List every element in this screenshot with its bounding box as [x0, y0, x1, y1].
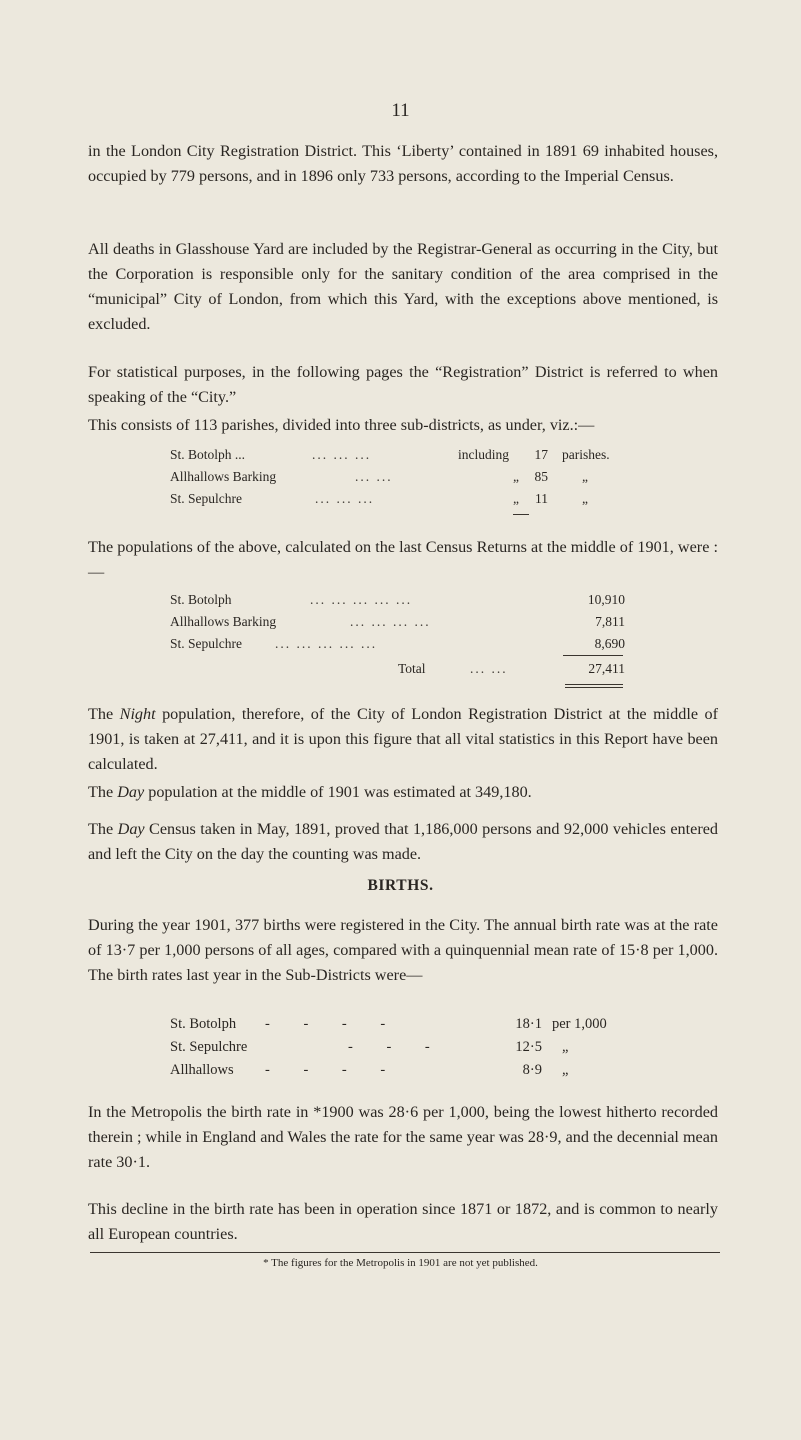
births-heading: BIRTHS.: [367, 877, 434, 894]
parish-prefix: „: [513, 469, 519, 484]
table-row: [170, 1059, 650, 1082]
subdistrict-name: Allhallows: [170, 1062, 234, 1078]
birth-rate-unit: „: [562, 1039, 569, 1055]
paragraph-births: During the year 1901, 377 births were registered in the City. The annual birth rate was at the rate of 13·7 per 1,000 persons of all ages, compared with a quinquennial mean rate of 15·8 per 1,000. The birth rates last year in the Sub-Districts were—: [88, 916, 718, 984]
population-value: 7,811: [595, 614, 625, 629]
paragraph-liberty: in the London City Registration District. This ‘Liberty’ contained in 1891 69 inhabited houses, occupied by 779 persons, and in 1896 only 733 persons, according to the Imperial Census.: [88, 142, 718, 185]
leader-dots: ... ... ... ...: [350, 614, 431, 629]
subdistrict-name: St. Botolph: [170, 1016, 237, 1032]
birth-rate-unit: per 1,000: [552, 1016, 607, 1032]
leader-dashes: - - - -: [265, 1062, 386, 1078]
paragraph-registration-district: For statistical purposes, in the following pages the “Registration” District is referred to when speaking of the “City.”: [88, 363, 718, 406]
parish-unit: parishes.: [562, 447, 610, 462]
parish-unit: „: [582, 491, 588, 506]
paragraph-day-census: [88, 817, 718, 867]
parishes-table: [170, 444, 650, 510]
paragraph-metropolis: In the Metropolis the birth rate in *1900 was 28·6 per 1,000, being the lowest hitherto recorded therein ; while in England and Wales the rate for the same year was 28·9, and the decennial mean rate 30·1.: [88, 1103, 718, 1171]
paragraph-night-population: [88, 702, 718, 777]
subdistrict-name: St. Sepulchre: [170, 636, 242, 651]
table-row: [170, 611, 630, 633]
italic-day: Day: [117, 820, 145, 838]
italic-day: Day: [117, 783, 145, 801]
parish-count: 85: [534, 469, 548, 484]
birth-rates-table: [170, 1013, 650, 1082]
paragraph-day-population: [88, 780, 718, 805]
table-row: [170, 589, 630, 611]
birth-rate-unit: „: [562, 1062, 569, 1078]
text-run: population at the middle of 1901 was estimated at 349,180.: [144, 783, 532, 801]
subdistrict-name: St. Botolph ...: [170, 447, 246, 462]
leader-dots: ... ... ...: [312, 447, 372, 462]
short-rule: [513, 514, 529, 515]
parish-unit: „: [582, 469, 588, 484]
paragraph-glasshouse-yard: All deaths in Glasshouse Yard are included by the Registrar-General as occurring in the City, but the Corporation is responsible only for the sanitary condition of the area comprised in the “municipal” City of London, from which this Yard, with the exceptions above mentioned, is excluded.: [88, 240, 718, 333]
leader-dots: ... ...: [355, 469, 393, 484]
table-row: [170, 444, 650, 466]
total-double-rule-bottom: [565, 687, 623, 688]
paragraph-decline: This decline in the birth rate has been in operation since 1871 or 1872, and is common to nearly all European countries.: [88, 1200, 718, 1243]
italic-night: Night: [119, 705, 156, 723]
subdistrict-name: St. Botolph: [170, 592, 232, 607]
population-table: [170, 589, 630, 680]
leader-dots: ... ... ... ... ...: [310, 592, 413, 607]
leader-dots: ... ... ... ... ...: [275, 636, 378, 651]
total-label: Total: [398, 661, 426, 676]
subdistrict-name: St. Sepulchre: [170, 1039, 248, 1055]
birth-rate: 18·1: [515, 1016, 542, 1032]
birth-rate: 8·9: [522, 1062, 542, 1078]
footnote-rule: [90, 1252, 720, 1253]
subdistrict-name: Allhallows Barking: [170, 614, 277, 629]
total-value: 27,411: [588, 661, 625, 676]
subdistrict-name: Allhallows Barking: [170, 469, 277, 484]
population-value: 8,690: [594, 636, 625, 651]
paragraph-parishes-intro: This consists of 113 parishes, divided into three sub-districts, as under, viz.:—: [88, 416, 595, 434]
total-row: [170, 658, 630, 680]
table-row: [170, 1036, 650, 1059]
leader-dots: ... ...: [470, 661, 508, 676]
population-value: 10,910: [587, 592, 625, 607]
page-number: 11: [391, 100, 410, 121]
table-row: [170, 488, 650, 510]
table-row: [170, 1013, 650, 1036]
leader-dashes: - - - -: [265, 1016, 386, 1032]
parish-prefix: including: [458, 447, 509, 462]
parish-count: 11: [535, 491, 548, 506]
text-run: Census taken in May, 1891, proved that 1,186,000 persons and 92,000 vehicles entered and left the City on the day the counting was made.: [88, 820, 718, 863]
leader-dashes: - - -: [348, 1039, 430, 1055]
total-double-rule-top: [565, 684, 623, 685]
table-row: [170, 466, 650, 488]
birth-rate: 12·5: [515, 1039, 542, 1055]
table-row: [170, 633, 630, 655]
text-run: The: [88, 820, 118, 838]
subdistrict-name: St. Sepulchre: [170, 491, 242, 506]
footnote: * The figures for the Metropolis in 1901 are not yet published.: [263, 1257, 538, 1269]
parish-count: 17: [534, 447, 548, 462]
text-run: The: [88, 783, 118, 801]
parish-prefix: „: [513, 491, 519, 506]
text-run: The: [88, 705, 120, 723]
sum-rule: [563, 655, 623, 656]
paragraph-populations-intro: The populations of the above, calculated on the last Census Returns at the middle of 1901, were :—: [88, 538, 718, 581]
text-run: population, therefore, of the City of London Registration District at the middle of 1901, is taken at 27,411, and it is upon this figure that all vital statistics in this Report have been calculated.: [88, 705, 718, 773]
leader-dots: ... ... ...: [315, 491, 375, 506]
